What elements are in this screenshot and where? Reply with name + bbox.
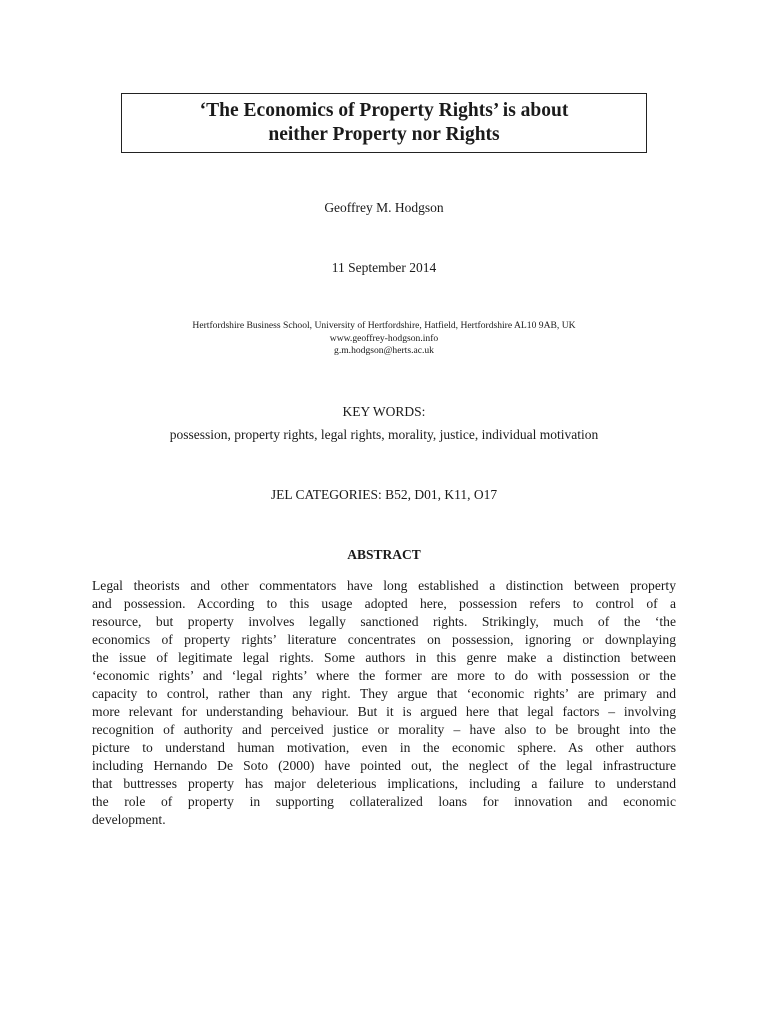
abstract-line: economics of property rights’ literature concentrates on possession, ignoring or downplaying [92, 632, 676, 647]
abstract-heading: ABSTRACT [347, 547, 421, 562]
abstract-line: the role of property in supporting collateralized loans for innovation and economic [92, 794, 676, 809]
abstract-line: capacity to control, rather than any right. They argue that ‘economic rights’ are primary and [92, 686, 676, 701]
title-line-2: neither Property nor Rights [268, 124, 500, 145]
abstract-line: Legal theorists and other commentators have long established a distinction between property [92, 578, 676, 593]
author-name: Geoffrey M. Hodgson [324, 200, 444, 215]
abstract-line: resource, but property involves legally sanctioned rights. Strikingly, much of the ‘the [92, 614, 676, 629]
abstract-line: and possession. According to this usage adopted here, possession refers to control of a [92, 596, 676, 611]
abstract-line: recognition of authority and perceived justice or morality – have also to be brought into the [92, 722, 676, 737]
keywords-heading: KEY WORDS: [342, 404, 426, 419]
abstract-line: including Hernando De Soto (2000) have pointed out, the neglect of the legal infrastructure [92, 758, 676, 773]
abstract-body [92, 577, 676, 829]
title-box [121, 93, 647, 153]
affiliation-institution: Hertfordshire Business School, University of Hertfordshire, Hatfield, Hertfordshire AL10 9AB, UK [192, 320, 576, 331]
publication-date: 11 September 2014 [331, 260, 437, 275]
abstract-line: the issue of legitimate legal rights. Some authors in this genre make a distinction between [92, 650, 676, 665]
jel-categories: JEL CATEGORIES: B52, D01, K11, O17 [270, 487, 498, 502]
abstract-line: picture to understand human motivation, even in the economic sphere. As other authors [92, 740, 676, 755]
abstract-line: more relevant for understanding behaviour. But it is argued here that legal factors – involving [92, 704, 676, 719]
abstract-line: that buttresses property has major deleterious implications, including a failure to understand [92, 776, 676, 791]
affiliation-block [0, 320, 768, 358]
abstract-line: ‘economic rights’ and ‘legal rights’ where the former are more to do with possession or the [92, 668, 676, 683]
affiliation-email: g.m.hodgson@herts.ac.uk [334, 345, 434, 356]
keywords-list: possession, property rights, legal rights, morality, justice, individual motivation [169, 427, 599, 442]
affiliation-website: www.geoffrey-hodgson.info [329, 332, 439, 344]
abstract-line: development. [92, 812, 166, 827]
title-line-1: ‘The Economics of Property Rights’ is about [199, 100, 569, 121]
